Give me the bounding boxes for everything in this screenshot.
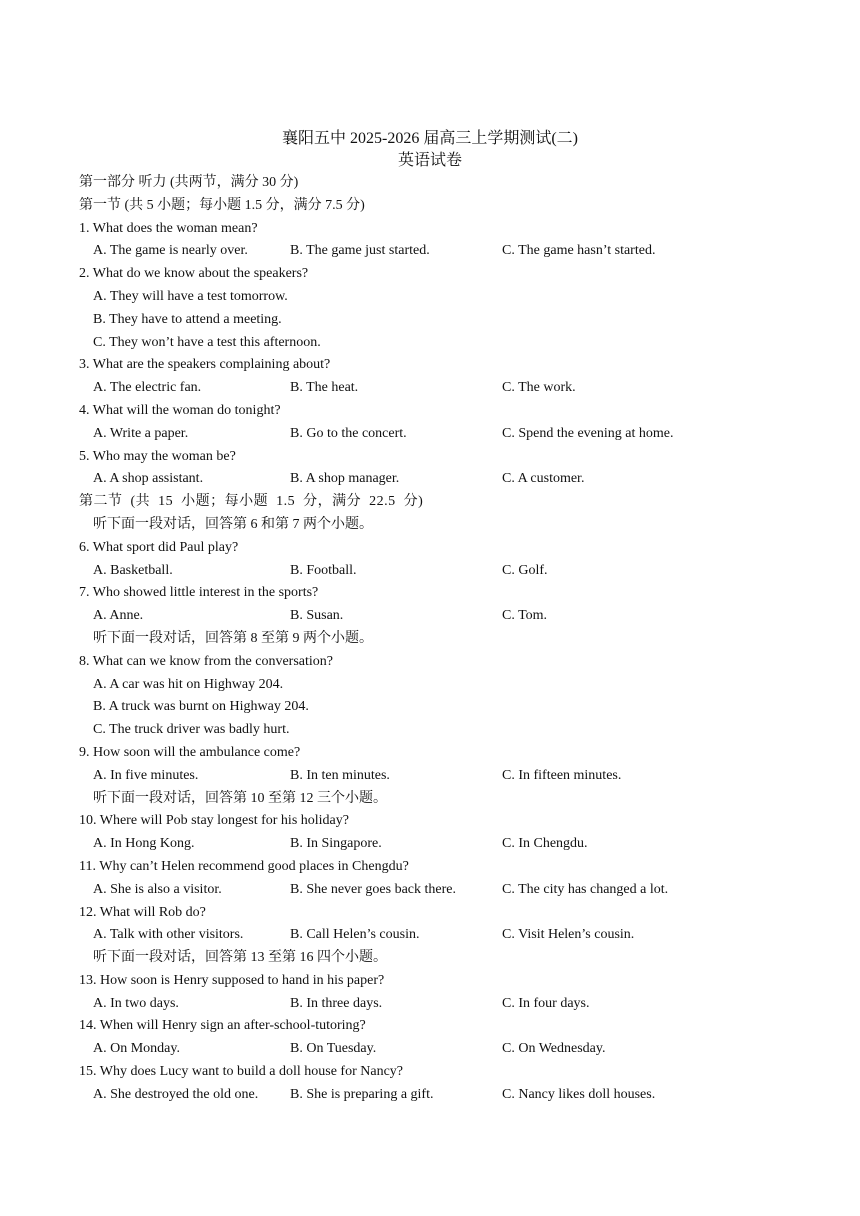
option-a: A. A car was hit on Highway 204. — [93, 676, 284, 692]
part-heading: 第一部分 听力 (共两节，满分 30 分) — [79, 175, 299, 190]
section-heading: 第二节 (共 15 小题；每小题 1.5 分，满分 22.5 分) — [79, 494, 424, 510]
option-b: B. The game just started. — [290, 243, 430, 259]
listening-section — [79, 172, 799, 1107]
option-b: B. They have to attend a meeting. — [93, 311, 282, 327]
option-a: A. In two days. — [93, 995, 179, 1011]
option-a: A. Basketball. — [93, 562, 173, 578]
question-text: 5. Who may the woman be? — [79, 448, 236, 464]
option-b: B. Call Helen’s cousin. — [290, 927, 420, 943]
option-c: C. Tom. — [502, 608, 548, 624]
options-row — [79, 377, 799, 400]
option-c: C. A customer. — [502, 471, 585, 487]
option-c: C. Spend the evening at home. — [502, 425, 674, 441]
question-text: 3. What are the speakers complaining about? — [79, 357, 331, 373]
option-a: A. The electric fan. — [93, 380, 202, 396]
option-b: B. In Singapore. — [290, 836, 382, 852]
instruction-text: 听下面一段对话，回答第 10 至第 12 三个小题。 — [93, 790, 387, 806]
option-b: B. A truck was burnt on Highway 204. — [93, 699, 309, 715]
option-c: C. In Chengdu. — [502, 836, 588, 852]
option-b: B. Football. — [290, 562, 357, 578]
option-b: B. On Tuesday. — [290, 1041, 377, 1057]
option-b: B. She is preparing a gift. — [290, 1086, 434, 1102]
option-c: C. In four days. — [502, 995, 590, 1011]
question-text: 1. What does the woman mean? — [79, 220, 258, 236]
exam-title: 襄阳五中 2025-2026 届高三上学期测试(二) — [282, 130, 578, 147]
option-a: A. Write a paper. — [93, 425, 189, 441]
options-row — [79, 765, 799, 788]
option-c: C. The truck driver was badly hurt. — [93, 722, 290, 738]
exam-subtitle: 英语试卷 — [397, 152, 462, 169]
option-a: A. The game is nearly over. — [93, 243, 248, 259]
option-b: B. In three days. — [290, 995, 383, 1011]
question-text: 6. What sport did Paul play? — [79, 539, 239, 555]
options-row — [79, 993, 799, 1016]
options-row — [79, 240, 799, 263]
option-b: B. Susan. — [290, 608, 344, 624]
options-row — [79, 879, 799, 902]
question-text: 11. Why can’t Helen recommend good places in Chengdu? — [79, 858, 409, 874]
options-row — [79, 560, 799, 583]
options-row — [79, 1038, 799, 1061]
option-a: A. In Hong Kong. — [93, 836, 195, 852]
question-text: 15. Why does Lucy want to build a doll house for Nancy? — [79, 1064, 404, 1080]
options-row — [79, 1084, 799, 1107]
option-b: B. Go to the concert. — [290, 425, 407, 441]
option-a: A. A shop assistant. — [93, 471, 204, 487]
options-row — [79, 924, 799, 947]
question-text: 4. What will the woman do tonight? — [79, 402, 281, 418]
question-text: 9. How soon will the ambulance come? — [79, 744, 301, 760]
option-a: A. She is also a visitor. — [93, 881, 222, 897]
option-a: A. Anne. — [93, 608, 144, 624]
option-b: B. In ten minutes. — [290, 767, 390, 783]
option-c: C. In fifteen minutes. — [502, 767, 622, 783]
section-heading: 第一节 (共 5 小题；每小题 1.5 分，满分 7.5 分) — [79, 197, 365, 213]
option-a: A. They will have a test tomorrow. — [93, 288, 288, 304]
question-text: 10. Where will Pob stay longest for his holiday? — [79, 813, 349, 829]
option-c: C. Golf. — [502, 562, 548, 578]
instruction-text: 听下面一段对话，回答第 8 至第 9 两个小题。 — [93, 630, 373, 646]
option-a: A. In five minutes. — [93, 767, 199, 783]
instruction-text: 听下面一段对话，回答第 6 和第 7 两个小题。 — [93, 516, 373, 532]
options-row — [79, 605, 799, 628]
question-text: 2. What do we know about the speakers? — [79, 266, 309, 282]
option-c: C. The game hasn’t started. — [502, 243, 656, 259]
question-text: 12. What will Rob do? — [79, 904, 206, 920]
option-a: A. On Monday. — [93, 1041, 180, 1057]
option-c: C. They won’t have a test this afternoon. — [93, 334, 321, 350]
options-row — [79, 833, 799, 856]
option-a: A. Talk with other visitors. — [93, 927, 244, 943]
question-text: 8. What can we know from the conversation? — [79, 653, 333, 669]
option-c: C. On Wednesday. — [502, 1041, 606, 1057]
question-text: 7. Who showed little interest in the sports? — [79, 585, 319, 601]
option-c: C. The work. — [502, 380, 576, 396]
option-c: C. Visit Helen’s cousin. — [502, 927, 635, 943]
option-b: B. The heat. — [290, 380, 359, 396]
option-a: A. She destroyed the old one. — [93, 1086, 259, 1102]
options-row — [79, 423, 799, 446]
option-c: C. The city has changed a lot. — [502, 881, 669, 897]
instruction-text: 听下面一段对话，回答第 13 至第 16 四个小题。 — [93, 950, 387, 966]
option-b: B. She never goes back there. — [290, 881, 456, 897]
question-text: 14. When will Henry sign an after-school-tutoring? — [79, 1018, 366, 1034]
question-text: 13. How soon is Henry supposed to hand in his paper? — [79, 972, 385, 988]
option-b: B. A shop manager. — [290, 471, 400, 487]
option-c: C. Nancy likes doll houses. — [502, 1086, 656, 1102]
options-row — [79, 468, 799, 491]
